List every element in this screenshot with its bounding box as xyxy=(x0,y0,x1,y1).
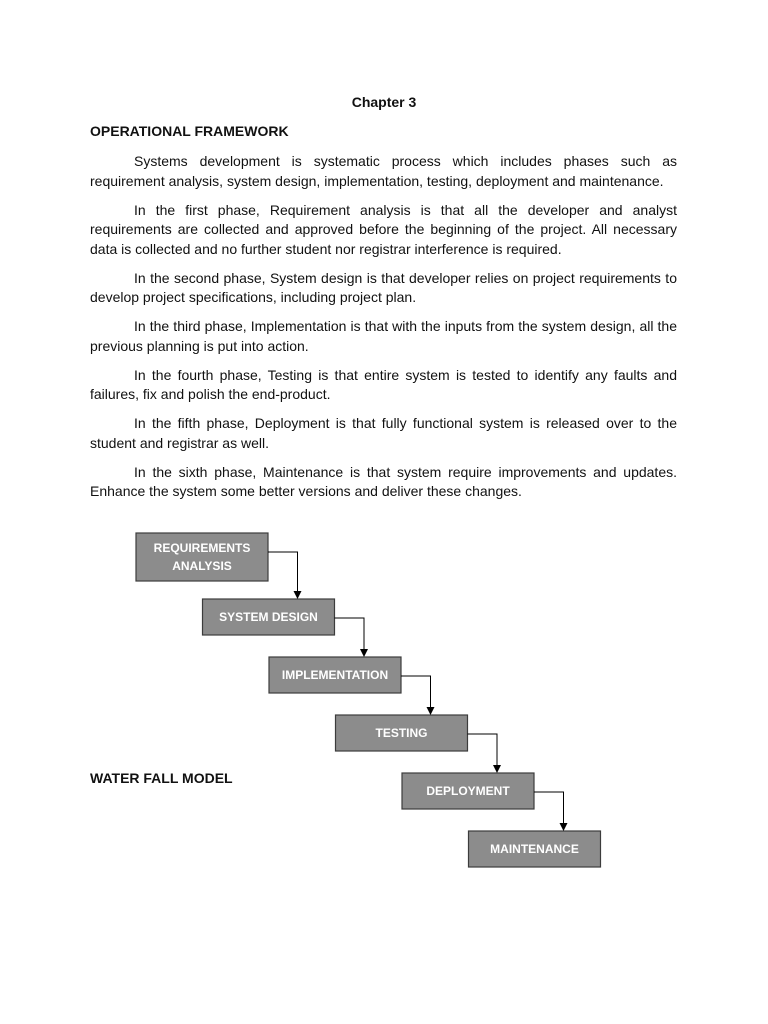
paragraph-maintenance: In the sixth phase, Maintenance is that system require improvements and updates. Enhance the system some better versions and deliver these changes. xyxy=(90,463,677,499)
stage-label-1-line-1: REQUIREMENTS xyxy=(153,541,251,555)
stage-label-6: MAINTENANCE xyxy=(490,842,579,856)
paragraph-requirements: In the first phase, Requirement analysis is that all the developer and analyst requirements are collected and approved before the beginning of the project. All necessary data is collected and no further student nor registrar interference is required. xyxy=(90,201,677,257)
paragraph-deployment: In the fifth phase, Deployment is that fully functional system is released over to the student and registrar as well. xyxy=(90,415,677,451)
stage-label-3: IMPLEMENTATION xyxy=(281,668,389,682)
connector-arrow-1 xyxy=(268,552,298,598)
paragraph-implementation: In the third phase, Implementation is that with the inputs from the system design, all the previous planning is put into action. xyxy=(90,318,677,354)
paragraph-testing: In the fourth phase, Testing is that entire system is tested to identify any faults and failures, fix and polish the end-product. xyxy=(90,366,677,402)
stage-label-1-line-2: ANALYSIS xyxy=(172,559,232,573)
paragraph-design: In the second phase, System design is that developer relies on project requirements to develop project specifications, including project plan. xyxy=(90,269,677,305)
section-title: OPERATIONAL FRAMEWORK xyxy=(90,123,289,139)
connector-arrow-4 xyxy=(468,734,498,772)
paragraph-intro: Systems development is systematic process which includes phases such as requirement analysis, system design, implementation, testing, deployment and maintenance. xyxy=(90,153,677,189)
stage-label-4: TESTING xyxy=(375,726,428,740)
stage-label-5: DEPLOYMENT xyxy=(426,784,510,798)
connector-arrow-5 xyxy=(534,792,564,830)
model-label: WATER FALL MODEL xyxy=(90,770,233,786)
connector-arrow-2 xyxy=(335,618,365,656)
chapter-heading: Chapter 3 xyxy=(351,94,417,110)
connector-arrow-3 xyxy=(401,676,431,714)
stage-label-2: SYSTEM DESIGN xyxy=(219,610,318,624)
